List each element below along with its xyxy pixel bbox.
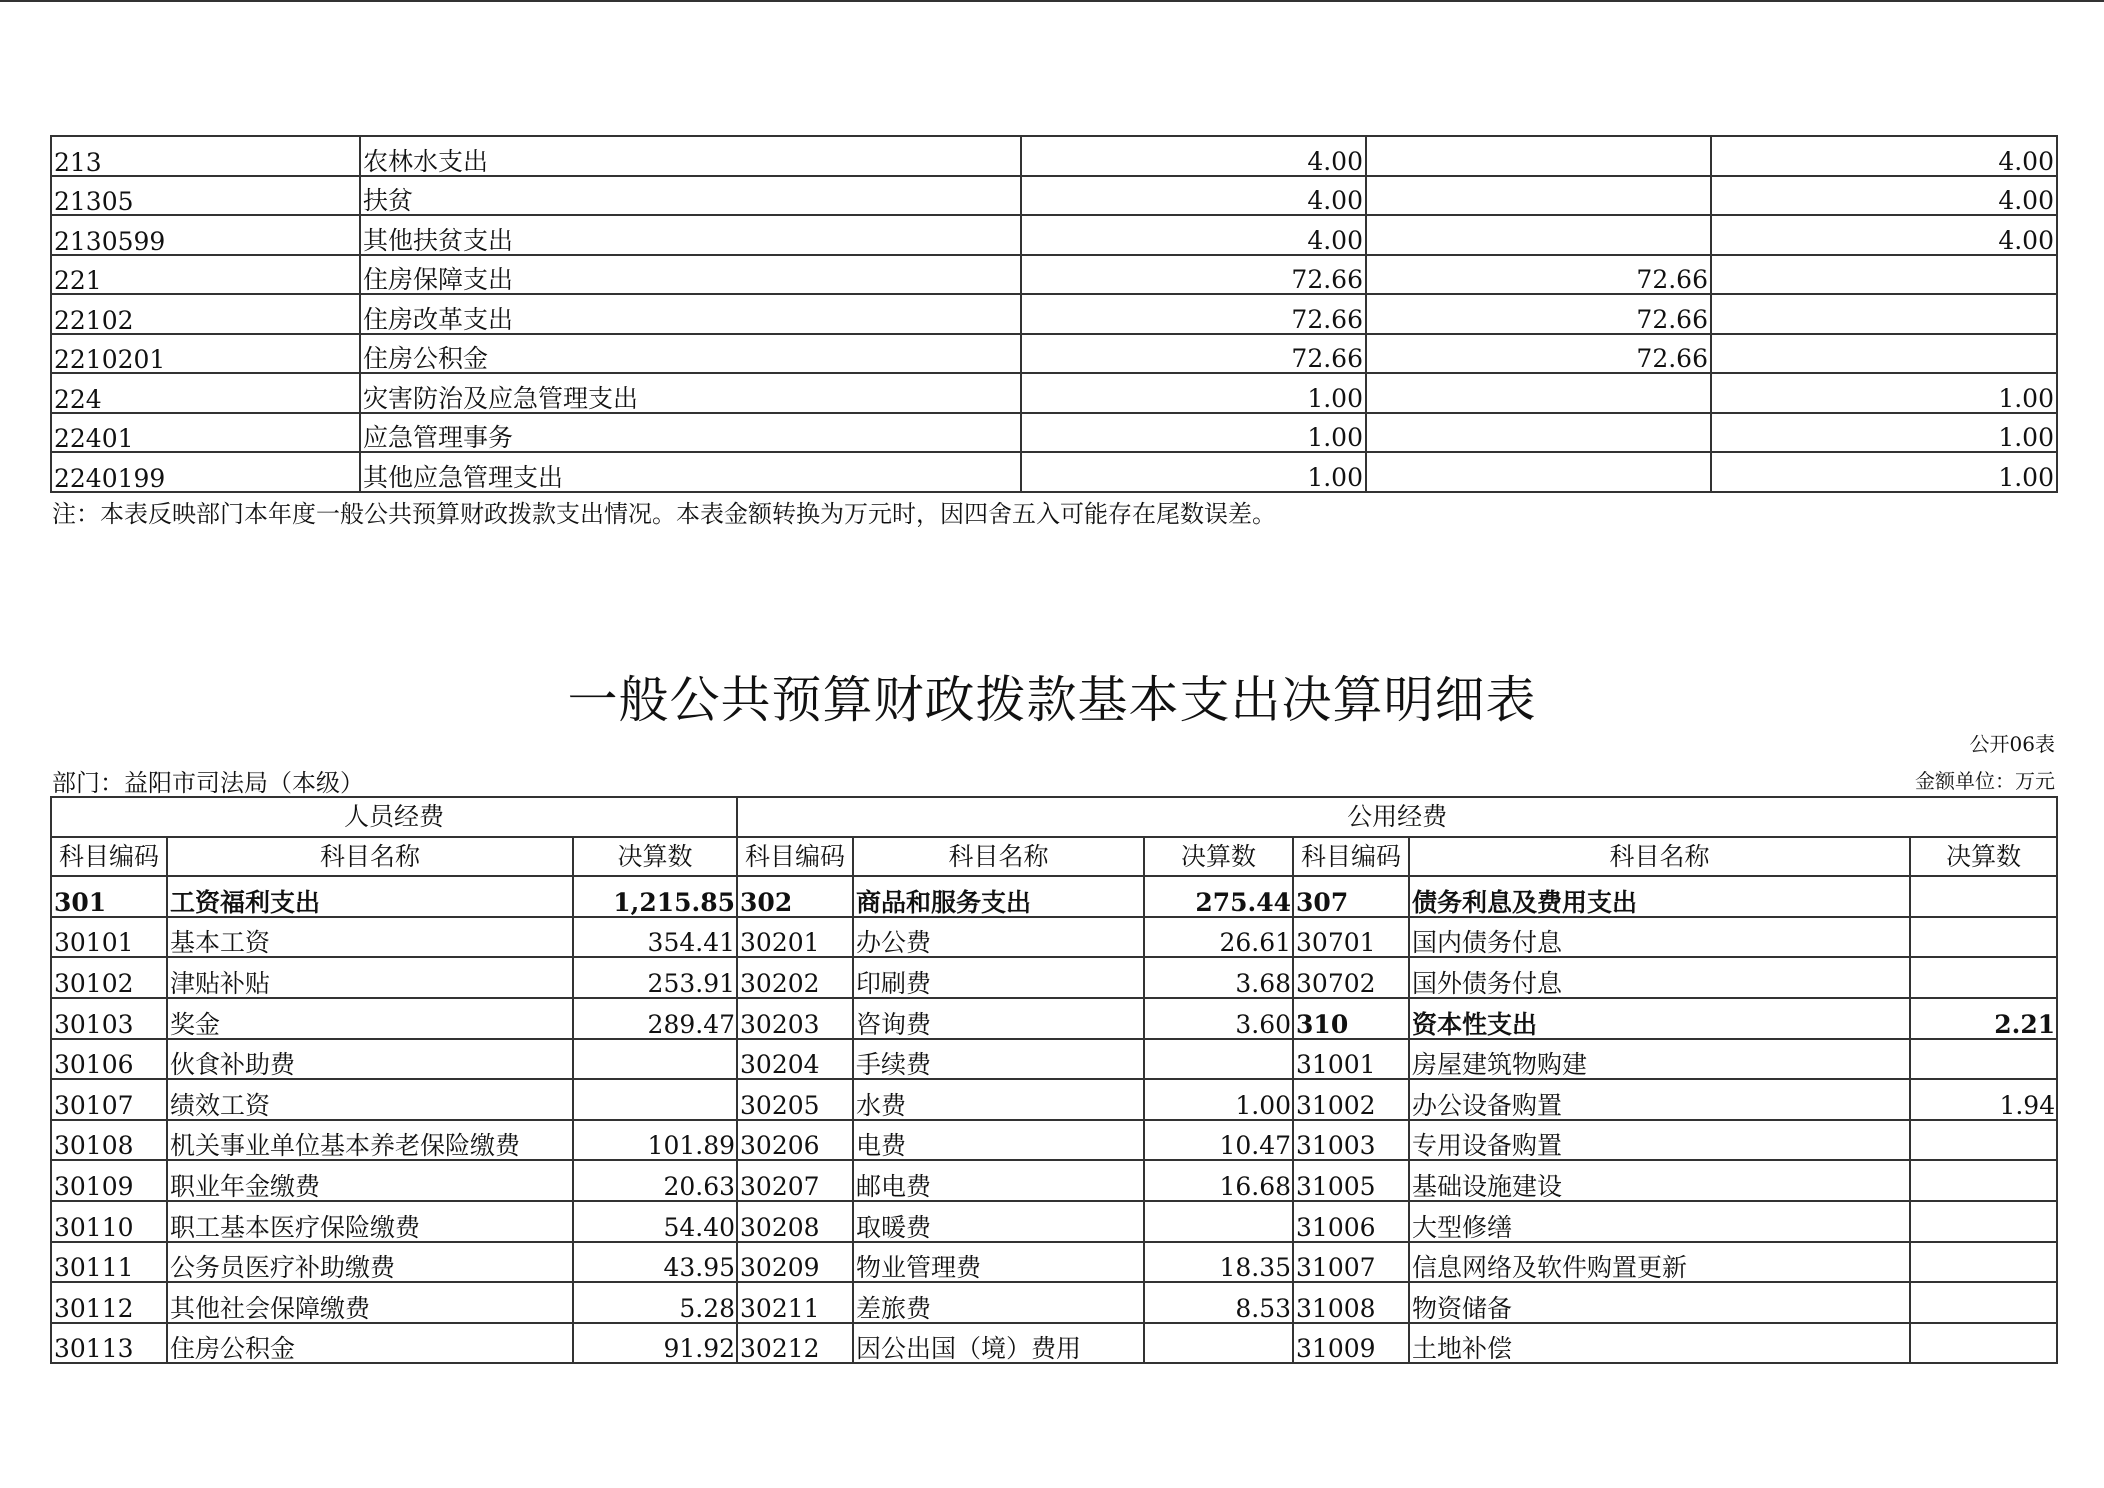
col-header-name: 科目名称 [1409,837,1910,877]
public-code: 30204 [737,1039,853,1080]
subject-code: 22401 [51,413,360,453]
table-row [51,876,2057,917]
personnel-amount: 43.95 [573,1242,737,1283]
public-amount [1910,1160,2057,1201]
subject-name: 其他应急管理支出 [360,452,1021,492]
page-title: 一般公共预算财政拨款基本支出决算明细表 [567,671,1537,729]
public-code: 31008 [1293,1282,1409,1323]
personnel-code: 301 [51,876,167,917]
public-amount [1910,917,2057,958]
public-amount: 16.68 [1144,1160,1293,1201]
table-row [51,1160,2057,1201]
amount-total: 4.00 [1021,176,1366,216]
public-name: 国内债务付息 [1409,917,1910,958]
personnel-name: 伙食补助费 [167,1039,573,1080]
public-amount: 8.53 [1144,1282,1293,1323]
personnel-code: 30108 [51,1120,167,1161]
public-code: 30207 [737,1160,853,1201]
form-id: 公开06表 [1969,732,2055,756]
personnel-name: 机关事业单位基本养老保险缴费 [167,1120,573,1161]
public-name: 办公设备购置 [1409,1079,1910,1120]
personnel-code: 30101 [51,917,167,958]
group-header-personnel: 人员经费 [51,797,737,837]
public-name: 信息网络及软件购置更新 [1409,1242,1910,1283]
amount-total: 1.00 [1021,373,1366,413]
public-name: 房屋建筑物购建 [1409,1039,1910,1080]
subject-name: 应急管理事务 [360,413,1021,453]
public-code: 30201 [737,917,853,958]
public-name: 手续费 [853,1039,1144,1080]
personnel-amount [573,1039,737,1080]
public-code: 30203 [737,998,853,1039]
public-amount: 275.44 [1144,876,1293,917]
personnel-amount: 1,215.85 [573,876,737,917]
personnel-amount: 101.89 [573,1120,737,1161]
public-code: 30205 [737,1079,853,1120]
amount-project: 1.00 [1711,413,2057,453]
public-amount [1910,957,2057,998]
personnel-code: 30107 [51,1079,167,1120]
public-name: 国外债务付息 [1409,957,1910,998]
amount-total: 4.00 [1021,136,1366,176]
public-code: 307 [1293,876,1409,917]
table-row [51,334,2057,374]
public-name: 土地补偿 [1409,1323,1910,1364]
public-code: 31001 [1293,1039,1409,1080]
amount-total: 72.66 [1021,334,1366,374]
subject-name: 其他扶贫支出 [360,215,1021,255]
amount-basic: 72.66 [1366,334,1711,374]
public-amount [1910,1323,2057,1364]
public-amount [1910,1201,2057,1242]
col-header-code: 科目编码 [51,837,167,877]
public-amount: 18.35 [1144,1242,1293,1283]
basic-expenditure-detail-table [50,796,2058,1364]
table-row [51,1282,2057,1323]
subject-code: 221 [51,255,360,295]
table-row [51,294,2057,334]
subject-code: 2240199 [51,452,360,492]
public-code: 31005 [1293,1160,1409,1201]
public-name: 电费 [853,1120,1144,1161]
table-row [51,1079,2057,1120]
table-row [51,1323,2057,1364]
personnel-name: 奖金 [167,998,573,1039]
public-name: 印刷费 [853,957,1144,998]
amount-project: 4.00 [1711,215,2057,255]
table-row [51,1120,2057,1161]
personnel-name: 工资福利支出 [167,876,573,917]
col-header-amount: 决算数 [1144,837,1293,877]
public-code: 31007 [1293,1242,1409,1283]
public-name: 办公费 [853,917,1144,958]
subject-code: 21305 [51,176,360,216]
public-amount: 1.00 [1144,1079,1293,1120]
personnel-amount: 54.40 [573,1201,737,1242]
personnel-code: 30110 [51,1201,167,1242]
subject-name: 扶贫 [360,176,1021,216]
public-code: 30211 [737,1282,853,1323]
public-name: 债务利息及费用支出 [1409,876,1910,917]
public-name: 基础设施建设 [1409,1160,1910,1201]
amount-total: 1.00 [1021,452,1366,492]
amount-total: 1.00 [1021,413,1366,453]
col-header-amount: 决算数 [573,837,737,877]
personnel-name: 公务员医疗补助缴费 [167,1242,573,1283]
public-name: 商品和服务支出 [853,876,1144,917]
amount-basic: 72.66 [1366,294,1711,334]
group-header-public: 公用经费 [737,797,2057,837]
public-amount [1910,876,2057,917]
public-amount [1144,1039,1293,1080]
personnel-amount [573,1079,737,1120]
public-code: 31003 [1293,1120,1409,1161]
table-row [51,957,2057,998]
table-row [51,176,2057,216]
public-code: 31002 [1293,1079,1409,1120]
col-header-code: 科目编码 [1293,837,1409,877]
page-top-border [0,0,2104,2]
subject-name: 住房公积金 [360,334,1021,374]
public-code: 30206 [737,1120,853,1161]
amount-basic [1366,176,1711,216]
expenditure-summary-table [50,135,2058,493]
public-name: 大型修缮 [1409,1201,1910,1242]
subject-name: 住房保障支出 [360,255,1021,295]
public-name: 取暖费 [853,1201,1144,1242]
subject-code: 22102 [51,294,360,334]
subject-name: 灾害防治及应急管理支出 [360,373,1021,413]
amount-basic [1366,215,1711,255]
table-row [51,917,2057,958]
amount-basic [1366,452,1711,492]
personnel-code: 30112 [51,1282,167,1323]
personnel-amount: 253.91 [573,957,737,998]
amount-basic [1366,413,1711,453]
public-name: 物资储备 [1409,1282,1910,1323]
personnel-name: 住房公积金 [167,1323,573,1364]
personnel-amount: 354.41 [573,917,737,958]
amount-project [1711,255,2057,295]
public-amount [1910,1282,2057,1323]
amount-project: 1.00 [1711,452,2057,492]
personnel-code: 30109 [51,1160,167,1201]
table-row [51,452,2057,492]
public-name: 邮电费 [853,1160,1144,1201]
public-code: 30701 [1293,917,1409,958]
public-amount: 3.68 [1144,957,1293,998]
public-name: 差旅费 [853,1282,1144,1323]
subject-code: 2130599 [51,215,360,255]
personnel-code: 30102 [51,957,167,998]
public-code: 30702 [1293,957,1409,998]
col-header-name: 科目名称 [167,837,573,877]
public-code: 30209 [737,1242,853,1283]
table-row [51,373,2057,413]
amount-basic [1366,136,1711,176]
public-code: 30212 [737,1323,853,1364]
public-amount: 26.61 [1144,917,1293,958]
personnel-amount: 5.28 [573,1282,737,1323]
table-row [51,413,2057,453]
table-row [51,215,2057,255]
table-note: 注：本表反映部门本年度一般公共预算财政拨款支出情况。本表金额转换为万元时，因四舍五入可能存在尾数误差。 [52,500,1276,528]
public-name: 水费 [853,1079,1144,1120]
personnel-code: 30106 [51,1039,167,1080]
amount-basic [1366,373,1711,413]
public-amount [1144,1323,1293,1364]
personnel-name: 津贴补贴 [167,957,573,998]
amount-project: 1.00 [1711,373,2057,413]
personnel-code: 30113 [51,1323,167,1364]
public-amount: 1.94 [1910,1079,2057,1120]
personnel-name: 基本工资 [167,917,573,958]
amount-unit-label: 金额单位：万元 [1915,769,2055,793]
personnel-amount: 91.92 [573,1323,737,1364]
subject-code: 224 [51,373,360,413]
public-amount [1910,1242,2057,1283]
public-code: 31009 [1293,1323,1409,1364]
personnel-amount: 289.47 [573,998,737,1039]
amount-basic: 72.66 [1366,255,1711,295]
amount-project [1711,294,2057,334]
table-row [51,255,2057,295]
personnel-code: 30111 [51,1242,167,1283]
amount-total: 4.00 [1021,215,1366,255]
personnel-name: 职业年金缴费 [167,1160,573,1201]
public-code: 31006 [1293,1201,1409,1242]
subject-name: 住房改革支出 [360,294,1021,334]
subject-code: 213 [51,136,360,176]
public-code: 30208 [737,1201,853,1242]
public-code: 302 [737,876,853,917]
public-amount [1910,1120,2057,1161]
subject-code: 2210201 [51,334,360,374]
amount-project: 4.00 [1711,176,2057,216]
amount-total: 72.66 [1021,255,1366,295]
col-header-amount: 决算数 [1910,837,2057,877]
personnel-name: 绩效工资 [167,1079,573,1120]
public-amount [1144,1201,1293,1242]
public-name: 因公出国（境）费用 [853,1323,1144,1364]
public-code: 310 [1293,998,1409,1039]
public-amount: 10.47 [1144,1120,1293,1161]
amount-project [1711,334,2057,374]
amount-total: 72.66 [1021,294,1366,334]
public-amount [1910,1039,2057,1080]
personnel-name: 其他社会保障缴费 [167,1282,573,1323]
public-code: 30202 [737,957,853,998]
department-label: 部门：益阳市司法局（本级） [52,769,364,797]
col-header-code: 科目编码 [737,837,853,877]
public-name: 专用设备购置 [1409,1120,1910,1161]
personnel-code: 30103 [51,998,167,1039]
public-amount: 2.21 [1910,998,2057,1039]
public-amount: 3.60 [1144,998,1293,1039]
personnel-amount: 20.63 [573,1160,737,1201]
public-name: 物业管理费 [853,1242,1144,1283]
table-row [51,1201,2057,1242]
col-header-name: 科目名称 [853,837,1144,877]
table-row [51,1242,2057,1283]
personnel-name: 职工基本医疗保险缴费 [167,1201,573,1242]
amount-project: 4.00 [1711,136,2057,176]
table-row [51,1039,2057,1080]
table-row [51,998,2057,1039]
public-name: 资本性支出 [1409,998,1910,1039]
subject-name: 农林水支出 [360,136,1021,176]
table-row [51,136,2057,176]
public-name: 咨询费 [853,998,1144,1039]
